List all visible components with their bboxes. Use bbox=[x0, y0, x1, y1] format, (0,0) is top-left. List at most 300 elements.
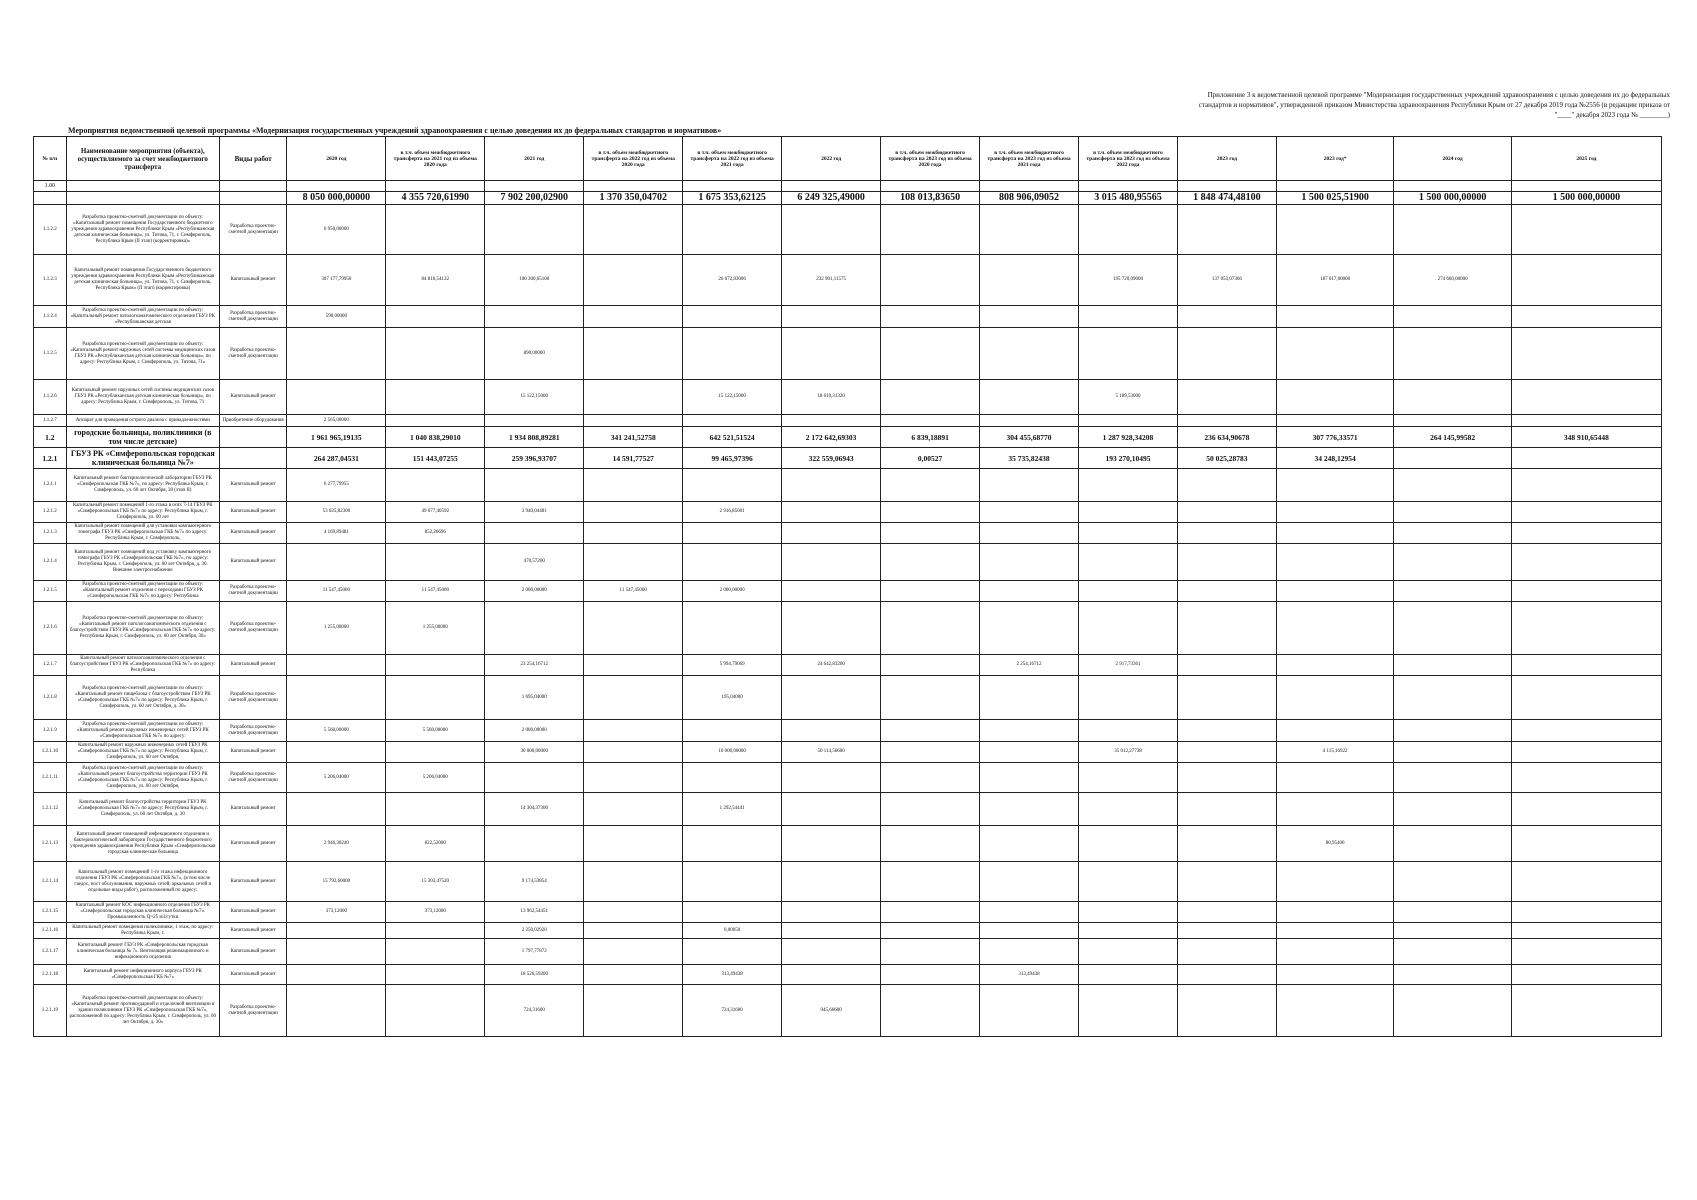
value-cell bbox=[1511, 205, 1661, 255]
row-name: Капитальный ремонт помещений для установки компьютерного томографа ГБУЗ РК «Симферопольская ГКБ №7» по адресу: Республика Крым, г. Симферополь, bbox=[66, 523, 219, 544]
row-number: 1.2.1.3 bbox=[34, 523, 67, 544]
value-cell bbox=[1511, 602, 1661, 655]
value-cell bbox=[1276, 939, 1393, 965]
value-cell bbox=[881, 581, 980, 602]
value-cell: 2 250,02920 bbox=[485, 923, 584, 939]
value-cell bbox=[1511, 902, 1661, 923]
total-cell: 6 249 325,49000 bbox=[782, 192, 881, 205]
value-cell bbox=[287, 742, 386, 763]
row-kind: Капитальный ремонт bbox=[219, 793, 286, 826]
row-kind: Капитальный ремонт bbox=[219, 965, 286, 985]
value-cell bbox=[287, 939, 386, 965]
value-cell bbox=[584, 939, 683, 965]
value-cell: 470,57200 bbox=[485, 544, 584, 581]
value-cell: 5 206,04000 bbox=[386, 763, 485, 793]
value-cell bbox=[1394, 720, 1511, 742]
row-number: 1.1.2.5 bbox=[34, 328, 67, 380]
value-cell bbox=[1511, 255, 1661, 306]
value-cell bbox=[782, 415, 881, 427]
value-cell bbox=[287, 380, 386, 415]
table-row bbox=[34, 328, 1662, 380]
value-cell bbox=[1394, 676, 1511, 720]
value-cell bbox=[683, 720, 782, 742]
row-name: Разработка проектно-сметной документации по объекту: «Капитальный ремонт помещения Государственного бюджетного учреждения здравоохранения Республики Крым «Республиканская детская клиническая больница», ул. Титова, 71, г. Симферополь, Республика Крым (II этап) (корректировка)» bbox=[66, 205, 219, 255]
value-cell bbox=[881, 965, 980, 985]
value-cell bbox=[980, 328, 1079, 380]
col-2024: 2024 год bbox=[1394, 137, 1511, 181]
value-cell bbox=[980, 826, 1079, 862]
value-cell bbox=[1511, 328, 1661, 380]
value-cell: 2 172 642,69303 bbox=[782, 427, 881, 448]
col-2025: 2025 год bbox=[1511, 137, 1661, 181]
value-cell bbox=[1079, 965, 1178, 985]
row-number: 1.2.1.1 bbox=[34, 469, 67, 502]
value-cell: 26 672,83006 bbox=[683, 255, 782, 306]
value-cell bbox=[1177, 306, 1276, 328]
value-cell: 852,26696 bbox=[386, 523, 485, 544]
value-cell: 15 122,15000 bbox=[485, 380, 584, 415]
value-cell: 3 940,04481 bbox=[485, 502, 584, 523]
value-cell: 1 934 808,89281 bbox=[485, 427, 584, 448]
value-cell bbox=[1394, 448, 1511, 469]
row-kind: Разработка проектно-сметной документации bbox=[219, 581, 286, 602]
value-cell: 348 910,65448 bbox=[1511, 427, 1661, 448]
table-row bbox=[34, 985, 1662, 1037]
value-cell bbox=[1276, 306, 1393, 328]
value-cell bbox=[485, 205, 584, 255]
value-cell bbox=[782, 793, 881, 826]
value-cell bbox=[1276, 523, 1393, 544]
table-header-row bbox=[34, 137, 1662, 181]
value-cell: 99 465,97396 bbox=[683, 448, 782, 469]
row-kind: Разработка проектно-сметной документации bbox=[219, 985, 286, 1037]
value-cell: 264 287,04531 bbox=[287, 448, 386, 469]
col-t2021of2020: в т.ч. объем межбюджетного трансферта на 2021 год из объема 2020 года bbox=[386, 137, 485, 181]
value-cell: 1 695,04000 bbox=[485, 676, 584, 720]
value-cell bbox=[584, 763, 683, 793]
value-cell: 313,49438 bbox=[683, 965, 782, 985]
value-cell: 307 776,33571 bbox=[1276, 427, 1393, 448]
col-t2023of2021: в т.ч. объем межбюджетного трансферта на 2023 год из объема 2021 года bbox=[980, 137, 1079, 181]
value-cell bbox=[782, 939, 881, 965]
value-cell bbox=[386, 655, 485, 676]
value-cell bbox=[1177, 985, 1276, 1037]
value-cell bbox=[980, 380, 1079, 415]
value-cell: 264 145,99582 bbox=[1394, 427, 1511, 448]
value-cell bbox=[1511, 985, 1661, 1037]
row-number: 1.2.1.4 bbox=[34, 544, 67, 581]
value-cell bbox=[1276, 862, 1393, 902]
row-name: Капитальный ремонт наружных сетей системы медицинских газов ГБУЗ РК «Республиканская детская клиническая больница», по адресу: Республика Крым, г. Симферополь, ул. Титова, 71 bbox=[66, 380, 219, 415]
value-cell bbox=[1079, 676, 1178, 720]
value-cell bbox=[485, 826, 584, 862]
row-name: Капитальный ремонт благоустройства территории ГБУЗ РК «Симферопольская ГКБ №7» по адресу: Республика Крым, г. Симферополь, ул. 60 лет Октября, д. 30 bbox=[66, 793, 219, 826]
value-cell bbox=[1079, 544, 1178, 581]
value-cell: 84 810,54132 bbox=[386, 255, 485, 306]
value-cell bbox=[1079, 523, 1178, 544]
col-name: Наименование мероприятия (объекта), осуществляемого за счет межбюджетного трансферта bbox=[66, 137, 219, 181]
value-cell bbox=[1177, 742, 1276, 763]
value-cell bbox=[1394, 742, 1511, 763]
row-name: Капитальный ремонт ГБУЗ РК «Симферопольская городская клиническая больница № 7». Вентиляция реанимационного и инфекционного отделения bbox=[66, 939, 219, 965]
value-cell bbox=[782, 826, 881, 862]
value-cell: 30 000,00000 bbox=[485, 742, 584, 763]
value-cell: 2 565,00000 bbox=[287, 415, 386, 427]
value-cell bbox=[683, 826, 782, 862]
value-cell bbox=[1276, 502, 1393, 523]
value-cell bbox=[980, 763, 1079, 793]
value-cell bbox=[881, 544, 980, 581]
value-cell bbox=[584, 380, 683, 415]
row-number: 1.2.1.19 bbox=[34, 985, 67, 1037]
value-cell: 274 660,00000 bbox=[1394, 255, 1511, 306]
value-cell bbox=[584, 415, 683, 427]
value-cell bbox=[1276, 415, 1393, 427]
value-cell bbox=[980, 255, 1079, 306]
value-cell: 5 189,53000 bbox=[1079, 380, 1178, 415]
table-row bbox=[34, 655, 1662, 676]
value-cell bbox=[386, 793, 485, 826]
row-kind: Капитальный ремонт bbox=[219, 923, 286, 939]
value-cell bbox=[584, 826, 683, 862]
value-cell bbox=[386, 923, 485, 939]
value-cell: 304 455,68770 bbox=[980, 427, 1079, 448]
program-table bbox=[33, 136, 1662, 1037]
value-cell bbox=[1079, 469, 1178, 502]
value-cell bbox=[881, 205, 980, 255]
value-cell: 341 241,52758 bbox=[584, 427, 683, 448]
total-row bbox=[34, 192, 1662, 205]
row-number: 1.2.1.16 bbox=[34, 923, 67, 939]
value-cell: 50 025,28783 bbox=[1177, 448, 1276, 469]
total-cell: 1 500 000,00000 bbox=[1394, 192, 1511, 205]
row-kind: Капитальный ремонт bbox=[219, 523, 286, 544]
value-cell: 1 292,54441 bbox=[683, 793, 782, 826]
value-cell: 24 642,83200 bbox=[782, 655, 881, 676]
value-cell bbox=[1079, 720, 1178, 742]
value-cell bbox=[683, 902, 782, 923]
value-cell bbox=[1394, 544, 1511, 581]
value-cell: 2 254,16712 bbox=[980, 655, 1079, 676]
row-name: Разработка проектно-сметной документации по объекту: «Капитальный ремонт благоустройства территории ГБУЗ РК «Симферопольская ГКБ №7» по адресу: Республика Крым, г. Симферополь, ул. 60 лет Октября, bbox=[66, 763, 219, 793]
col-t2023of2020: в т.ч. объем межбюджетного трансферта на 2023 год из объема 2020 года bbox=[881, 137, 980, 181]
value-cell bbox=[584, 965, 683, 985]
value-cell bbox=[980, 720, 1079, 742]
value-cell: 15 303,47520 bbox=[386, 862, 485, 902]
value-cell bbox=[1511, 306, 1661, 328]
value-cell: 100 300,65100 bbox=[485, 255, 584, 306]
value-cell bbox=[1276, 902, 1393, 923]
row-number: 1.2.1.17 bbox=[34, 939, 67, 965]
value-cell bbox=[485, 602, 584, 655]
value-cell: 15 122,15000 bbox=[683, 380, 782, 415]
value-cell: 49 677,40592 bbox=[386, 502, 485, 523]
value-cell bbox=[782, 523, 881, 544]
value-cell: 2 000,00000 bbox=[485, 720, 584, 742]
value-cell bbox=[1177, 939, 1276, 965]
value-cell bbox=[980, 415, 1079, 427]
col-2023: 2023 год bbox=[1177, 137, 1276, 181]
value-cell bbox=[980, 544, 1079, 581]
value-cell bbox=[1177, 965, 1276, 985]
row-number: 1.2.1.8 bbox=[34, 676, 67, 720]
value-cell: 1 255,00000 bbox=[386, 602, 485, 655]
value-cell: 822,52000 bbox=[386, 826, 485, 862]
value-cell: 0,00050 bbox=[683, 923, 782, 939]
col-t2022of2021: в т.ч. объем межбюджетного трансферта на 2022 год из объема 2021 года bbox=[683, 137, 782, 181]
value-cell bbox=[1276, 380, 1393, 415]
value-cell bbox=[485, 306, 584, 328]
value-cell: 2 916,85001 bbox=[683, 502, 782, 523]
value-cell: 0,00527 bbox=[881, 448, 980, 469]
value-cell bbox=[683, 939, 782, 965]
row-name: Капитальный ремонт инфекционного корпуса ГБУЗ РК «Симферопольская ГКБ №7» bbox=[66, 965, 219, 985]
value-cell bbox=[1511, 965, 1661, 985]
value-cell bbox=[1079, 862, 1178, 902]
value-cell bbox=[782, 306, 881, 328]
row-name: Капитальный ремонт помещений под установку компьютерного томографа ГБУЗ РК «Симферопольская ГКБ №7», по адресу: Республика Крым, г. Симферополь, ул. 60 лет Октября, д. 30. Внешнее электроснабжение bbox=[66, 544, 219, 581]
value-cell bbox=[1394, 502, 1511, 523]
value-cell bbox=[1079, 923, 1178, 939]
value-cell bbox=[1276, 965, 1393, 985]
value-cell bbox=[386, 328, 485, 380]
value-cell: 1 797,77872 bbox=[485, 939, 584, 965]
value-cell: 307 177,79950 bbox=[287, 255, 386, 306]
value-cell bbox=[980, 602, 1079, 655]
table-row bbox=[34, 793, 1662, 826]
value-cell bbox=[584, 720, 683, 742]
value-cell: 373,12000 bbox=[287, 902, 386, 923]
value-cell bbox=[1276, 676, 1393, 720]
value-cell bbox=[881, 826, 980, 862]
value-cell bbox=[683, 205, 782, 255]
value-cell bbox=[287, 965, 386, 985]
value-cell bbox=[782, 544, 881, 581]
value-cell bbox=[1511, 676, 1661, 720]
value-cell bbox=[881, 862, 980, 902]
value-cell: 232 901,11575 bbox=[782, 255, 881, 306]
value-cell bbox=[683, 306, 782, 328]
value-cell bbox=[386, 544, 485, 581]
table-row bbox=[34, 763, 1662, 793]
separator-label: 1.00 bbox=[34, 181, 67, 192]
value-cell: 13 962,54451 bbox=[485, 902, 584, 923]
value-cell bbox=[1177, 469, 1276, 502]
value-cell: 236 634,90678 bbox=[1177, 427, 1276, 448]
value-cell: 4 169,89481 bbox=[287, 523, 386, 544]
value-cell bbox=[584, 255, 683, 306]
value-cell bbox=[1394, 581, 1511, 602]
value-cell: 137 053,07366 bbox=[1177, 255, 1276, 306]
value-cell bbox=[881, 985, 980, 1037]
value-cell bbox=[881, 255, 980, 306]
total-cell: 1 675 353,62125 bbox=[683, 192, 782, 205]
value-cell bbox=[287, 655, 386, 676]
row-kind: Капитальный ремонт bbox=[219, 742, 286, 763]
row-kind: Разработка проектно-сметной документации bbox=[219, 763, 286, 793]
value-cell bbox=[1276, 655, 1393, 676]
row-number: 1.1.2.7 bbox=[34, 415, 67, 427]
value-cell bbox=[980, 985, 1079, 1037]
value-cell bbox=[1394, 939, 1511, 965]
value-cell: 9 174,53854 bbox=[485, 862, 584, 902]
row-name: городские больницы, поликлиники (в том числе детские) bbox=[66, 427, 219, 448]
value-cell: 2 000,00000 bbox=[683, 581, 782, 602]
value-cell bbox=[782, 502, 881, 523]
value-cell: 1 255,00000 bbox=[287, 602, 386, 655]
table-row bbox=[34, 720, 1662, 742]
table-row bbox=[34, 923, 1662, 939]
col-2023s: 2023 год* bbox=[1276, 137, 1393, 181]
value-cell bbox=[881, 902, 980, 923]
value-cell bbox=[1177, 923, 1276, 939]
value-cell bbox=[386, 985, 485, 1037]
value-cell: 724,31600 bbox=[485, 985, 584, 1037]
value-cell bbox=[1177, 826, 1276, 862]
value-cell: 373,12000 bbox=[386, 902, 485, 923]
value-cell bbox=[1079, 602, 1178, 655]
total-cell: 1 500 000,00000 bbox=[1511, 192, 1661, 205]
value-cell bbox=[1394, 862, 1511, 902]
value-cell: 14 591,77527 bbox=[584, 448, 683, 469]
value-cell bbox=[683, 523, 782, 544]
value-cell bbox=[782, 923, 881, 939]
value-cell bbox=[1394, 902, 1511, 923]
row-name: Капитальный ремонт помещения поликлиники, 1 этаж, по адресу: Республика Крым, г. bbox=[66, 923, 219, 939]
value-cell: 5 560,00000 bbox=[287, 720, 386, 742]
value-cell bbox=[1177, 676, 1276, 720]
value-cell bbox=[1079, 763, 1178, 793]
value-cell bbox=[1276, 581, 1393, 602]
value-cell bbox=[683, 602, 782, 655]
row-kind: Капитальный ремонт bbox=[219, 862, 286, 902]
value-cell bbox=[1394, 523, 1511, 544]
value-cell: 193 270,10495 bbox=[1079, 448, 1178, 469]
value-cell bbox=[881, 676, 980, 720]
value-cell: 6 277,79955 bbox=[287, 469, 386, 502]
value-cell bbox=[1511, 415, 1661, 427]
value-cell bbox=[881, 523, 980, 544]
value-cell bbox=[1079, 793, 1178, 826]
total-cell: 808 906,09052 bbox=[980, 192, 1079, 205]
value-cell bbox=[881, 939, 980, 965]
value-cell bbox=[584, 862, 683, 902]
value-cell bbox=[1394, 923, 1511, 939]
value-cell bbox=[782, 581, 881, 602]
row-kind: Капитальный ремонт bbox=[219, 655, 286, 676]
value-cell: 34 248,12954 bbox=[1276, 448, 1393, 469]
row-number: 1.2.1.7 bbox=[34, 655, 67, 676]
value-cell bbox=[1394, 602, 1511, 655]
value-cell bbox=[485, 763, 584, 793]
col-num: № п/п bbox=[34, 137, 67, 181]
value-cell: 945,66600 bbox=[782, 985, 881, 1037]
value-cell: 590,00000 bbox=[287, 306, 386, 328]
value-cell bbox=[1394, 306, 1511, 328]
row-number: 1.2.1.5 bbox=[34, 581, 67, 602]
value-cell bbox=[1394, 763, 1511, 793]
value-cell bbox=[386, 939, 485, 965]
value-cell bbox=[1177, 205, 1276, 255]
row-kind: Разработка проектно-сметной документации bbox=[219, 720, 286, 742]
value-cell: 10 000,00000 bbox=[683, 742, 782, 763]
section-row bbox=[34, 448, 1662, 469]
row-kind: Разработка проектно-сметной документации bbox=[219, 205, 286, 255]
value-cell: 322 559,06943 bbox=[782, 448, 881, 469]
value-cell bbox=[782, 902, 881, 923]
value-cell bbox=[1394, 205, 1511, 255]
value-cell bbox=[386, 742, 485, 763]
total-cell: 4 355 720,61990 bbox=[386, 192, 485, 205]
value-cell bbox=[584, 469, 683, 502]
value-cell: 2 946,30240 bbox=[287, 826, 386, 862]
value-cell: 11 547,45000 bbox=[386, 581, 485, 602]
value-cell: 50 114,56600 bbox=[782, 742, 881, 763]
value-cell bbox=[1177, 328, 1276, 380]
table-row bbox=[34, 415, 1662, 427]
value-cell: 724,31600 bbox=[683, 985, 782, 1037]
value-cell bbox=[584, 502, 683, 523]
value-cell bbox=[1394, 328, 1511, 380]
value-cell bbox=[881, 328, 980, 380]
table-row bbox=[34, 380, 1662, 415]
total-cell: 1 370 350,04702 bbox=[584, 192, 683, 205]
value-cell: 18 526,59200 bbox=[485, 965, 584, 985]
value-cell bbox=[1177, 902, 1276, 923]
value-cell bbox=[1511, 793, 1661, 826]
value-cell bbox=[584, 655, 683, 676]
value-cell: 18 610,31320 bbox=[782, 380, 881, 415]
value-cell bbox=[386, 965, 485, 985]
row-name: Разработка проектно-сметной документации по объекту: «Капитальный ремонт отделения с переходами ГБУЗ РК «Симферопольская ГКБ №7» по адресу: Республика bbox=[66, 581, 219, 602]
value-cell bbox=[1177, 793, 1276, 826]
separator-row bbox=[34, 181, 1662, 192]
value-cell bbox=[584, 602, 683, 655]
row-kind: Капитальный ремонт bbox=[219, 902, 286, 923]
value-cell bbox=[584, 523, 683, 544]
total-cell: 1 500 025,51900 bbox=[1276, 192, 1393, 205]
document-title: Мероприятия ведомственной целевой программы «Модернизация государственных учреждений здравоохранения с целью доведения их до федеральных стандартов и нормативов» bbox=[68, 126, 722, 135]
value-cell bbox=[980, 742, 1079, 763]
value-cell bbox=[386, 676, 485, 720]
row-kind: Разработка проектно-сметной документации bbox=[219, 676, 286, 720]
value-cell bbox=[683, 544, 782, 581]
value-cell: 80,95400 bbox=[1276, 826, 1393, 862]
table-row bbox=[34, 862, 1662, 902]
value-cell: 313,49438 bbox=[980, 965, 1079, 985]
value-cell bbox=[1394, 826, 1511, 862]
value-cell bbox=[1511, 380, 1661, 415]
col-t2022of2020: в т.ч. объем межбюджетного трансферта на 2022 год из объема 2020 года bbox=[584, 137, 683, 181]
value-cell bbox=[1177, 720, 1276, 742]
row-name: ГБУЗ РК «Симферопольская городская клиническая больница №7» bbox=[66, 448, 219, 469]
col-kind: Виды работ bbox=[219, 137, 286, 181]
value-cell: 6 839,18891 bbox=[881, 427, 980, 448]
value-cell bbox=[1177, 415, 1276, 427]
value-cell bbox=[1177, 581, 1276, 602]
row-kind: Разработка проектно-сметной документации bbox=[219, 602, 286, 655]
value-cell bbox=[683, 469, 782, 502]
value-cell bbox=[881, 742, 980, 763]
value-cell bbox=[584, 985, 683, 1037]
row-number: 1.2.1.9 bbox=[34, 720, 67, 742]
value-cell bbox=[1511, 742, 1661, 763]
appendix-note: Приложение 3 к ведомственной целевой программе "Модернизация государственных учреждений здравоохранения с целью доведения их до федеральных стандартов и нормативов", утвержденной приказом Министерства здравоохранения Республики Крым от 27 декабря 2019 года №2556 (в редакции приказа от "____" декабря 2023 года № ________) bbox=[1198, 91, 1670, 119]
value-cell bbox=[287, 676, 386, 720]
value-cell bbox=[1079, 939, 1178, 965]
value-cell bbox=[980, 469, 1079, 502]
value-cell bbox=[584, 793, 683, 826]
